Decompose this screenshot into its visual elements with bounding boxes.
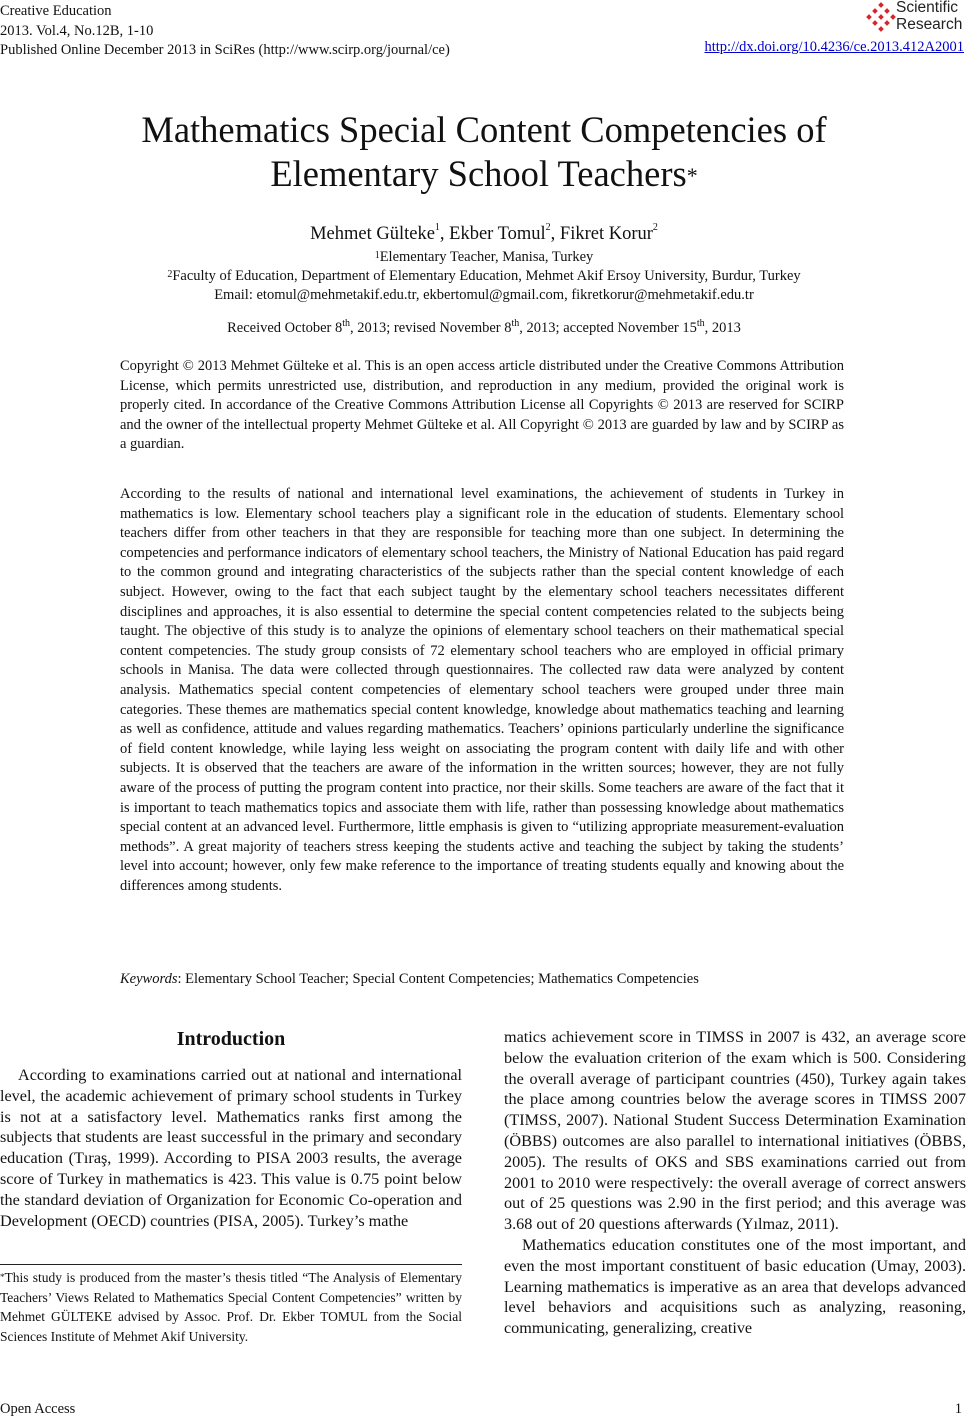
scientific-research-logo (866, 0, 966, 36)
keywords (120, 971, 844, 988)
accepted-year: , 2013 (704, 320, 741, 336)
logo-line-1: Scientific (896, 0, 959, 16)
affiliation-1 (0, 248, 968, 268)
footnote-text: This study is produced from the master’s thesis titled “The Analysis of Elementary Teachers’ Views Related to Mathematics Special Content Competencies” written by Mehmet GÜLTEKE advised by Assoc. Prof. Dr. Ekber TOMUL from the Social Sciences Institute of Mehmet Akif University. (0, 1270, 462, 1344)
received-date: Received October 8 (227, 320, 343, 336)
accepted-ordinal: th (696, 318, 705, 329)
author-2: , Ekber Tomul (439, 224, 546, 244)
title-line-2 (0, 152, 968, 196)
author-1: Mehmet Gülteke (310, 224, 435, 244)
author-3-aff: 2 (652, 222, 658, 233)
title-line-2-text: Elementary School Teachers (270, 153, 687, 194)
footnote-mark: * (0, 1272, 5, 1282)
abstract: According to the results of national and international level examinations, the achievement of students in Turkey in mathematics is low. Elementary school teachers play a significant role in the education of students. Elementary school teachers differ from other teachers in that they are responsible for teaching more than one subject. In determining the competencies and performance indicators of elementary school teachers, the Ministry of National Education has paid regard to the common ground and integrating characteristics of the subjects rather than the special content knowledge of each subject. However, owing to the fact that each subject taught by the elementary school teachers necessitates different disciplines and approaches, it is also essential to determine the special content competencies related to the subjects being taught. The objective of this study is to analyze the opinions of elementary school teachers on their mathematical special content competencies. The study group consists of 72 elementary school teachers who are employed in official primary schools in Manisa. The data were collected through questionnaires. The collected raw data were analyzed by content analysis. Mathematics special content competencies of elementary school teachers were grouped under three main categories. These themes are mathematics special content knowledge, knowledge about mathematics teaching and learning as well as confidence, attitude and values regarding mathematics. Teachers’ opinions particularly underline the significance of field content knowledge, while laying less weight on associating the program content with daily life and with other subjects. It is observed that the teachers are aware of the information in the written sources; however, they are not fully aware of the process of putting the program content into practice, nor their skills. Some teachers are aware of the fact that it is important to teach mathematics topics and associate them with life, rather than possessing knowledge about mathematics special content at an advanced level. Furthermore, little emphasis is given to “utilizing appropriate measurement-evaluation methods”. A great majority of teachers stress keeping the students active and teaching the subject by taking the students’ level into account; however, only few make reference to the importance of treating students equally and knowing about the differences among students. (120, 486, 844, 894)
right-column (504, 1027, 966, 1339)
affiliation-2-text: Faculty of Education, Department of Elementary Education, Mehmet Akif Ersoy University, Burdur, Turkey (172, 268, 801, 284)
logo-wordmark (896, 0, 962, 33)
received-ordinal: th (342, 318, 351, 329)
author-3: , Fikret Korur (550, 224, 653, 244)
journal-volume: 2013. Vol.4, No.12B, 1-10 (0, 22, 154, 39)
section-heading-introduction: Introduction (176, 1028, 286, 1050)
intro-paragraph-1-continued: matics achievement score in TIMSS in 2007 is 432, an average score below the evaluation criterion of the exam which is 500. Considering the overall average of participant countries (450), Turkey again takes the place among countries below the average scores in TIMSS 2007 (TIMSS, 2007). National Student Success Determination Examination (ÖBBS) outcomes are also parallel to international initiatives (ÖBBS, 2005). The results of OKS and SBS examinations carried out from 2001 to 2010 were respectively: the overall average of correct answers out of 25 questions was 2.90 in the first period; and this average was 3.68 out of 20 questions afterwards (Yılmaz, 2011). (504, 1028, 966, 1234)
affiliation-2 (0, 267, 968, 287)
journal-name: Creative Education (0, 3, 112, 19)
affiliation-1-mark: 1 (374, 250, 380, 261)
title-line-1: Mathematics Special Content Competencies of (141, 109, 827, 150)
title-footnote-mark: * (686, 163, 698, 188)
logo-diamond-icon (866, 2, 896, 32)
author-2-aff: 2 (545, 222, 551, 233)
author-list (0, 224, 968, 245)
intro-paragraph-1: According to examinations carried out at national and international level, the academic achievement of primary school students in Turkey is not at a satisfactory level. Mathematics ranks first among the subjects that students are least successful in the primary and secondary education (Tıraş, 1999). According to PISA 2003 results, the average score of Turkey in mathematics is 423. This value is 0.75 point below the standard deviation of Organization for Economic Co-operation and Development (OECD) countries (PISA, 2005). Turkey’s mathe (0, 1066, 462, 1230)
footnote (0, 1268, 462, 1346)
revised-date: , 2013; revised November 8 (350, 320, 512, 336)
left-column (0, 1065, 462, 1231)
received-dates (0, 320, 968, 337)
affiliation-2-mark: 2 (167, 269, 173, 280)
author-1-aff: 1 (434, 222, 440, 233)
keywords-list: : Elementary School Teacher; Special Content Competencies; Mathematics Competencies (177, 971, 699, 987)
intro-paragraph-2: Mathematics education constitutes one of the most important, and even the most important constituent of basic education (Umay, 2003). Learning mathematics is imperative as an area that develops advanced level behaviors and acquisitions such as analyzing, reasoning, communicating, generalizing, creative (504, 1235, 966, 1338)
open-access-label: Open Access (0, 1401, 76, 1417)
published-online: Published Online December 2013 in SciRes (http://www.scirp.org/journal/ce) (0, 42, 450, 58)
copyright-notice: Copyright © 2013 Mehmet Gülteke et al. This is an open access article distributed under the Creative Commons Attribution License, which permits unrestricted use, distribution, and reproduction in any medium, provided the original work is properly cited. In accordance of the Creative Commons Attribution License all Copyrights © 2013 are reserved for SCIRP and the owner of the intellectual property Mehmet Gülteke et al. All Copyright © 2013 are guarded by law and by SCIRP as a guardian. (120, 358, 844, 452)
footnote-divider (0, 1264, 462, 1265)
doi-link[interactable]: http://dx.doi.org/10.4236/ce.2013.412A2001 (704, 39, 964, 55)
accepted-date: , 2013; accepted November 15 (519, 320, 697, 336)
paper-title (0, 108, 968, 196)
logo-line-2: Research (896, 16, 963, 33)
keywords-label: Keywords (120, 971, 178, 987)
page-footer (0, 1401, 968, 1418)
revised-ordinal: th (511, 318, 520, 329)
page-number: 1 (954, 1401, 962, 1417)
author-emails: Email: etomul@mehmetakif.edu.tr, ekbertomul@gmail.com, fikretkorur@mehmetakif.edu.tr (214, 287, 754, 303)
affiliation-1-text: Elementary Teacher, Manisa, Turkey (379, 249, 594, 265)
